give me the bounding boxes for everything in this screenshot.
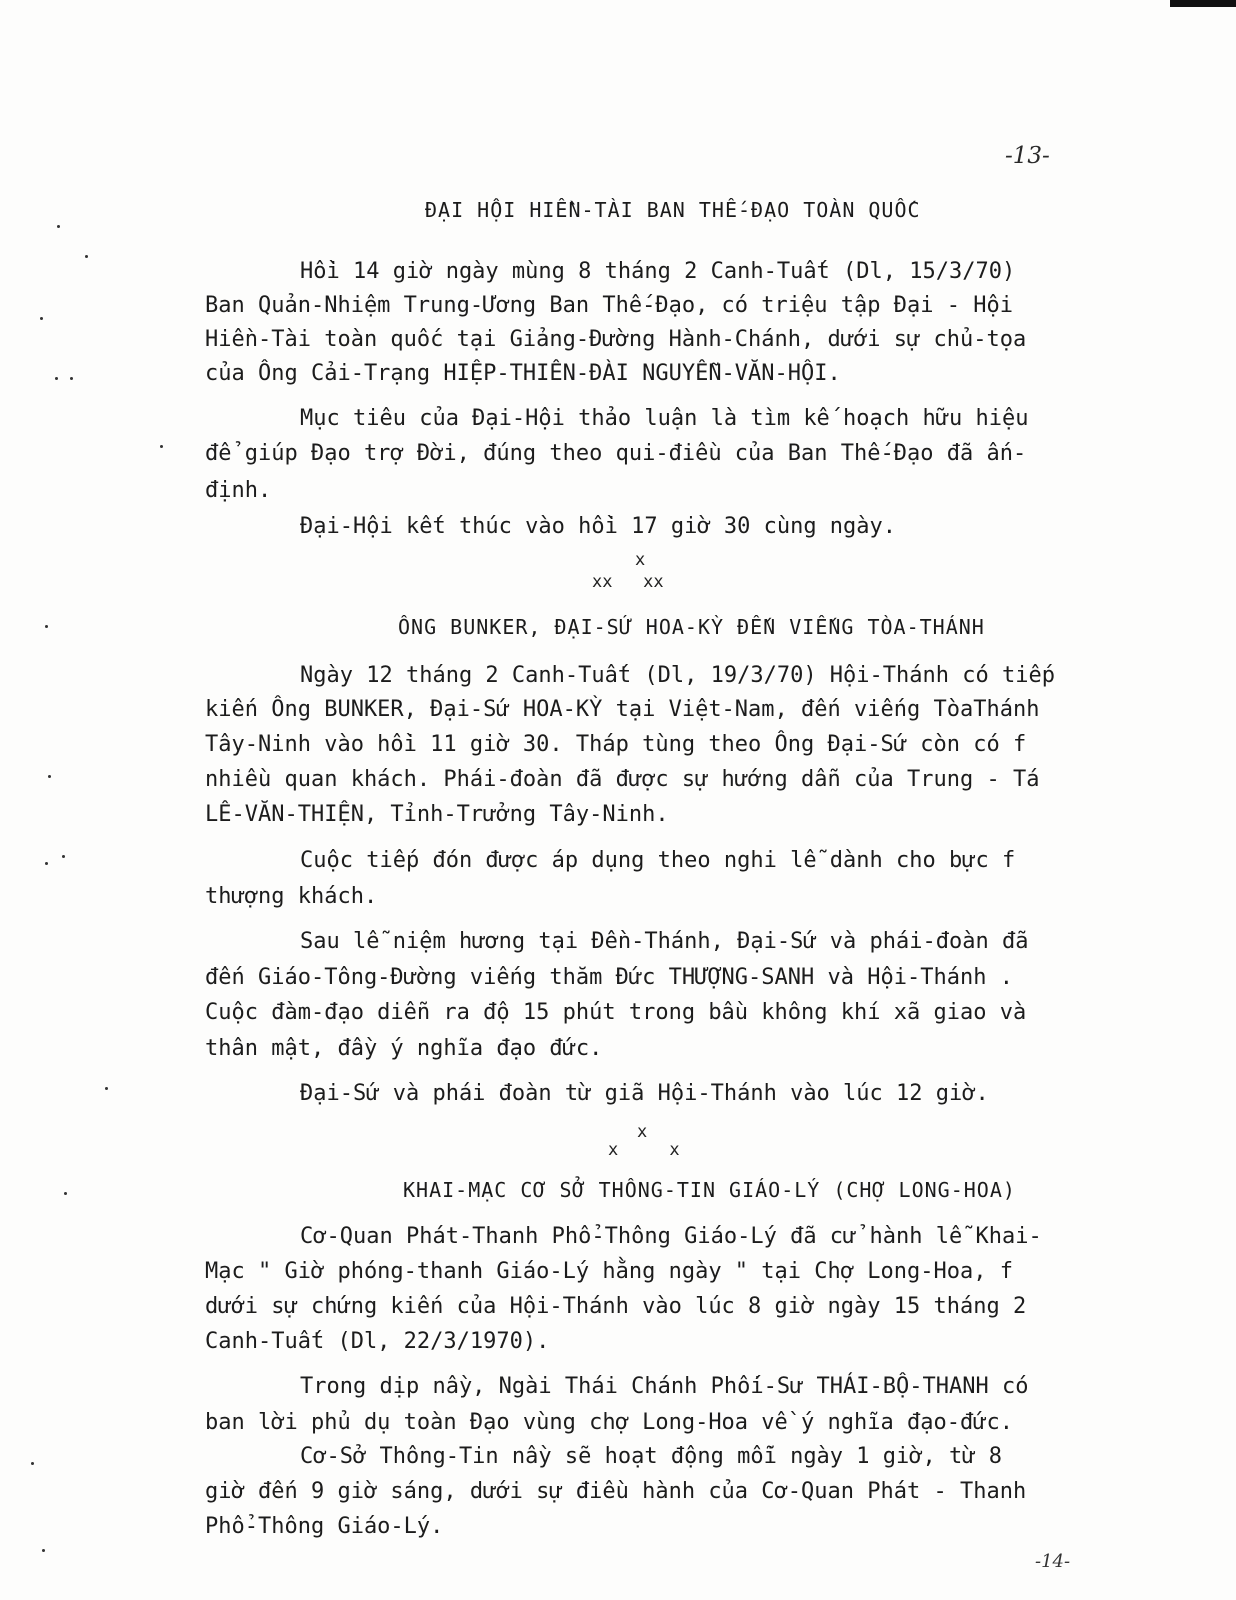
- section-title-dai-hoi: ĐẠI HỘI HIỀN-TÀI BAN THẾ-ĐẠO TOÀN QUỐC: [425, 198, 921, 222]
- paragraph-line: Tây-Ninh vào hồi 11 giờ 30. Tháp tùng theo Ông Đại-Sứ còn có f: [205, 732, 1027, 757]
- paragraph-line: ban lời phủ dụ toàn Đạo vùng chợ Long-Hoa về ý nghĩa đạo-đức.: [205, 1410, 1013, 1435]
- paragraph-line: Mạc " Giờ phóng-thanh Giáo-Lý hằng ngày " tại Chợ Long-Hoa, f: [205, 1259, 1013, 1284]
- paragraph-line: LÊ-VĂN-THIỆN, Tỉnh-Trưởng Tây-Ninh.: [205, 802, 669, 827]
- paragraph-line: của Ông Cải-Trạng HIỆP-THIÊN-ĐÀI NGUYỄN-VĂN-HỘI.: [205, 361, 841, 386]
- paragraph-line: Ngày 12 tháng 2 Canh-Tuất (Dl, 19/3/70) Hội-Thánh có tiếp: [300, 663, 1055, 688]
- paragraph-line: Trong dịp nầy, Ngài Thái Chánh Phối-Sư THÁI-BỘ-THANH có: [300, 1374, 1029, 1399]
- scan-speck: [57, 225, 60, 228]
- paragraph-line: Hồi 14 giờ ngày mùng 8 tháng 2 Canh-Tuất (Dl, 15/3/70): [300, 259, 1016, 284]
- scan-speck: [70, 377, 73, 380]
- scan-speck: [85, 255, 88, 258]
- paragraph-line: Sau lễ niệm hương tại Đền-Thánh, Đại-Sứ và phái-đoàn đã: [300, 929, 1029, 954]
- scan-speck: [62, 855, 65, 858]
- paragraph-line: Canh-Tuất (Dl, 22/3/1970).: [205, 1329, 550, 1354]
- paragraph-line: Hiền-Tài toàn quốc tại Giảng-Đường Hành-Chánh, dưới sự chủ-tọa: [205, 327, 1027, 352]
- scan-speck: [45, 862, 48, 865]
- paragraph-line: đến Giáo-Tông-Đường viếng thăm Đức THƯỢNG-SANH và Hội-Thánh .: [205, 965, 1013, 990]
- paragraph-line: Cuộc tiếp đón được áp dụng theo nghi lễ dành cho bực f: [300, 848, 1016, 873]
- separator-top: x: [635, 550, 646, 570]
- paragraph-line: Đại-Hội kết thúc vào hồi 17 giờ 30 cùng ngày.: [300, 514, 897, 539]
- paragraph-line: Ban Quản-Nhiệm Trung-Ương Ban Thế-Đạo, có triệu tập Đại - Hội: [205, 293, 1013, 318]
- paragraph-line: nhiều quan khách. Phái-đoàn đã được sự hướng dẫn của Trung - Tá: [205, 767, 1040, 792]
- separator-top: x: [637, 1122, 648, 1142]
- paragraph-line: Mục tiêu của Đại-Hội thảo luận là tìm kế hoạch hữu hiệu: [300, 406, 1029, 431]
- paragraph-line: Cơ-Sở Thông-Tin nầy sẽ hoạt động mỗi ngày 1 giờ, từ 8: [300, 1444, 1002, 1469]
- paragraph-line: giờ đến 9 giờ sáng, dưới sự điều hành của Cơ-Quan Phát - Thanh: [205, 1479, 1027, 1504]
- paragraph-line: Cuộc đàm-đạo diễn ra độ 15 phút trong bầu không khí xã giao và: [205, 1000, 1027, 1025]
- separator-bottom: x x: [608, 1140, 680, 1160]
- paragraph-line: thân mật, đầy ý nghĩa đạo đức.: [205, 1036, 603, 1061]
- paragraph-line: Cơ-Quan Phát-Thanh Phổ-Thông Giáo-Lý đã cử hành lễ Khai-: [300, 1224, 1042, 1249]
- scan-speck: [64, 1192, 67, 1195]
- paragraph-line: định.: [205, 478, 272, 503]
- section-title-bunker: ÔNG BUNKER, ĐẠI-SỨ HOA-KỲ ĐẾN VIẾNG TÒA-THÁNH: [398, 615, 985, 639]
- paragraph-line: để giúp Đạo trợ Đời, đúng theo qui-điều của Ban Thế-Đạo đã ấn-: [205, 441, 1027, 466]
- paragraph-line: thượng khách.: [205, 884, 378, 909]
- scan-edge-mark: [1170, 0, 1236, 7]
- paragraph-line: dưới sự chứng kiến của Hội-Thánh vào lúc 8 giờ ngày 15 tháng 2: [205, 1294, 1027, 1319]
- scan-speck: [45, 625, 48, 628]
- scan-speck: [160, 445, 163, 448]
- section-title-khai-mac: KHAI-MẠC CƠ SỞ THÔNG-TIN GIÁO-LÝ (CHỢ LONG-HOA): [403, 1178, 1016, 1202]
- paragraph-line: Đại-Sứ và phái đoàn từ giã Hội-Thánh vào lúc 12 giờ.: [300, 1081, 989, 1106]
- paragraph-line: Phổ-Thông Giáo-Lý.: [205, 1514, 444, 1539]
- page-number: -13-: [1005, 143, 1050, 169]
- separator-bottom: xx xx: [592, 572, 664, 592]
- scan-speck: [48, 775, 51, 778]
- paragraph-line: kiến Ông BUNKER, Đại-Sứ HOA-KỲ tại Việt-Nam, đến viếng TòaThánh: [205, 697, 1040, 722]
- scan-speck: [40, 317, 43, 320]
- scan-speck: [105, 1087, 108, 1090]
- scan-speck: [31, 1462, 34, 1465]
- next-page-number: -14-: [1035, 1551, 1071, 1572]
- scan-speck: [42, 1549, 45, 1552]
- scan-speck: [55, 377, 58, 380]
